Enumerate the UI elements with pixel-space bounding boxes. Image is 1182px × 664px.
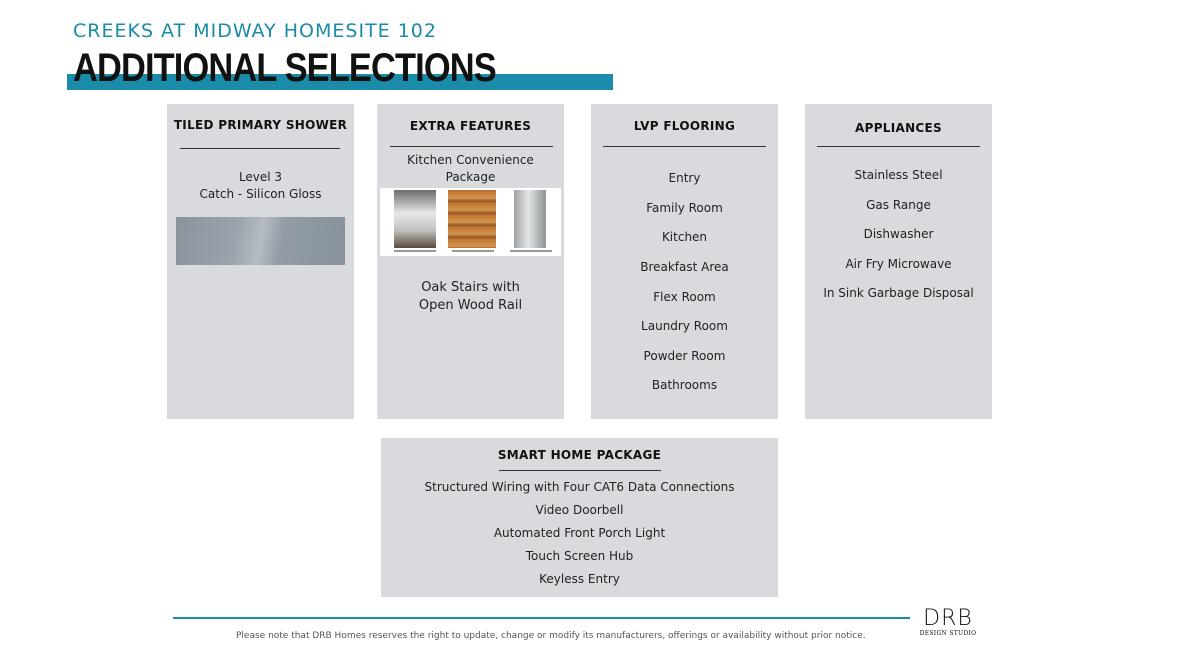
kitchen-package-images (380, 188, 561, 256)
list-item: Gas Range (866, 198, 931, 212)
page-subtitle: CREEKS AT MIDWAY HOMESITE 102 (73, 20, 437, 42)
list-item: Automated Front Porch Light (493, 526, 666, 540)
shower-finish: Catch - Silicon Gloss (199, 187, 322, 201)
lvp-heading: LVP FLOORING (633, 119, 736, 133)
logo-wordmark: DRB (923, 606, 973, 631)
footer-divider (173, 617, 910, 619)
list-item: Breakfast Area (640, 260, 729, 274)
list-item: Air Fry Microwave (845, 257, 952, 271)
list-item: Laundry Room (641, 319, 728, 333)
image-caption (452, 250, 494, 252)
extra-item1-line2: Package (445, 170, 496, 184)
image-caption (510, 250, 552, 252)
lvp-flooring-card (591, 104, 778, 419)
cabinet-pullout-image (394, 190, 436, 248)
list-item: Stainless Steel (854, 168, 943, 182)
image-caption (394, 250, 436, 252)
list-item: Touch Screen Hub (525, 549, 634, 563)
list-item: Dishwasher (863, 227, 934, 241)
shower-divider (180, 148, 340, 149)
extra-heading: EXTRA FEATURES (409, 119, 532, 133)
appliances-divider (817, 146, 980, 147)
list-item: Structured Wiring with Four CAT6 Data Connections (424, 480, 735, 494)
list-item: Family Room (646, 201, 723, 215)
list-item: In Sink Garbage Disposal (823, 286, 974, 300)
extra-item2-line2: Open Wood Rail (418, 298, 523, 313)
list-item: Video Doorbell (535, 503, 624, 517)
logo-subtext: DESIGN STUDIO (919, 630, 977, 637)
shower-card (167, 104, 354, 419)
smart-divider (499, 470, 661, 471)
smart-home-card (381, 438, 778, 597)
appliances-card (805, 104, 992, 419)
list-item: Powder Room (643, 349, 726, 363)
list-item: Keyless Entry (539, 572, 620, 586)
shower-heading: TILED PRIMARY SHOWER (173, 118, 348, 132)
appliances-heading: APPLIANCES (855, 121, 942, 135)
extra-item2-line1: Oak Stairs with (421, 280, 520, 295)
page-title: ADDITIONAL SELECTIONS (73, 46, 496, 90)
disclaimer-note: Please note that DRB Homes reserves the right to update, change or modify its manufacturers, offerings or availability without prior notice. (236, 631, 866, 641)
tile-swatch-image (176, 217, 345, 265)
drb-logo (918, 608, 978, 637)
list-item: Bathrooms (651, 378, 718, 392)
list-item: Kitchen (661, 230, 708, 244)
extra-features-card (377, 104, 564, 419)
list-item: Entry (668, 171, 701, 185)
smart-heading: SMART HOME PACKAGE (497, 448, 662, 462)
list-item: Flex Room (653, 290, 716, 304)
extra-divider (390, 146, 553, 147)
appliance-image (514, 190, 546, 248)
drawer-organizer-image (448, 190, 496, 248)
shower-level: Level 3 (238, 170, 283, 184)
extra-item1-line1: Kitchen Convenience (407, 153, 534, 167)
lvp-divider (603, 146, 766, 147)
